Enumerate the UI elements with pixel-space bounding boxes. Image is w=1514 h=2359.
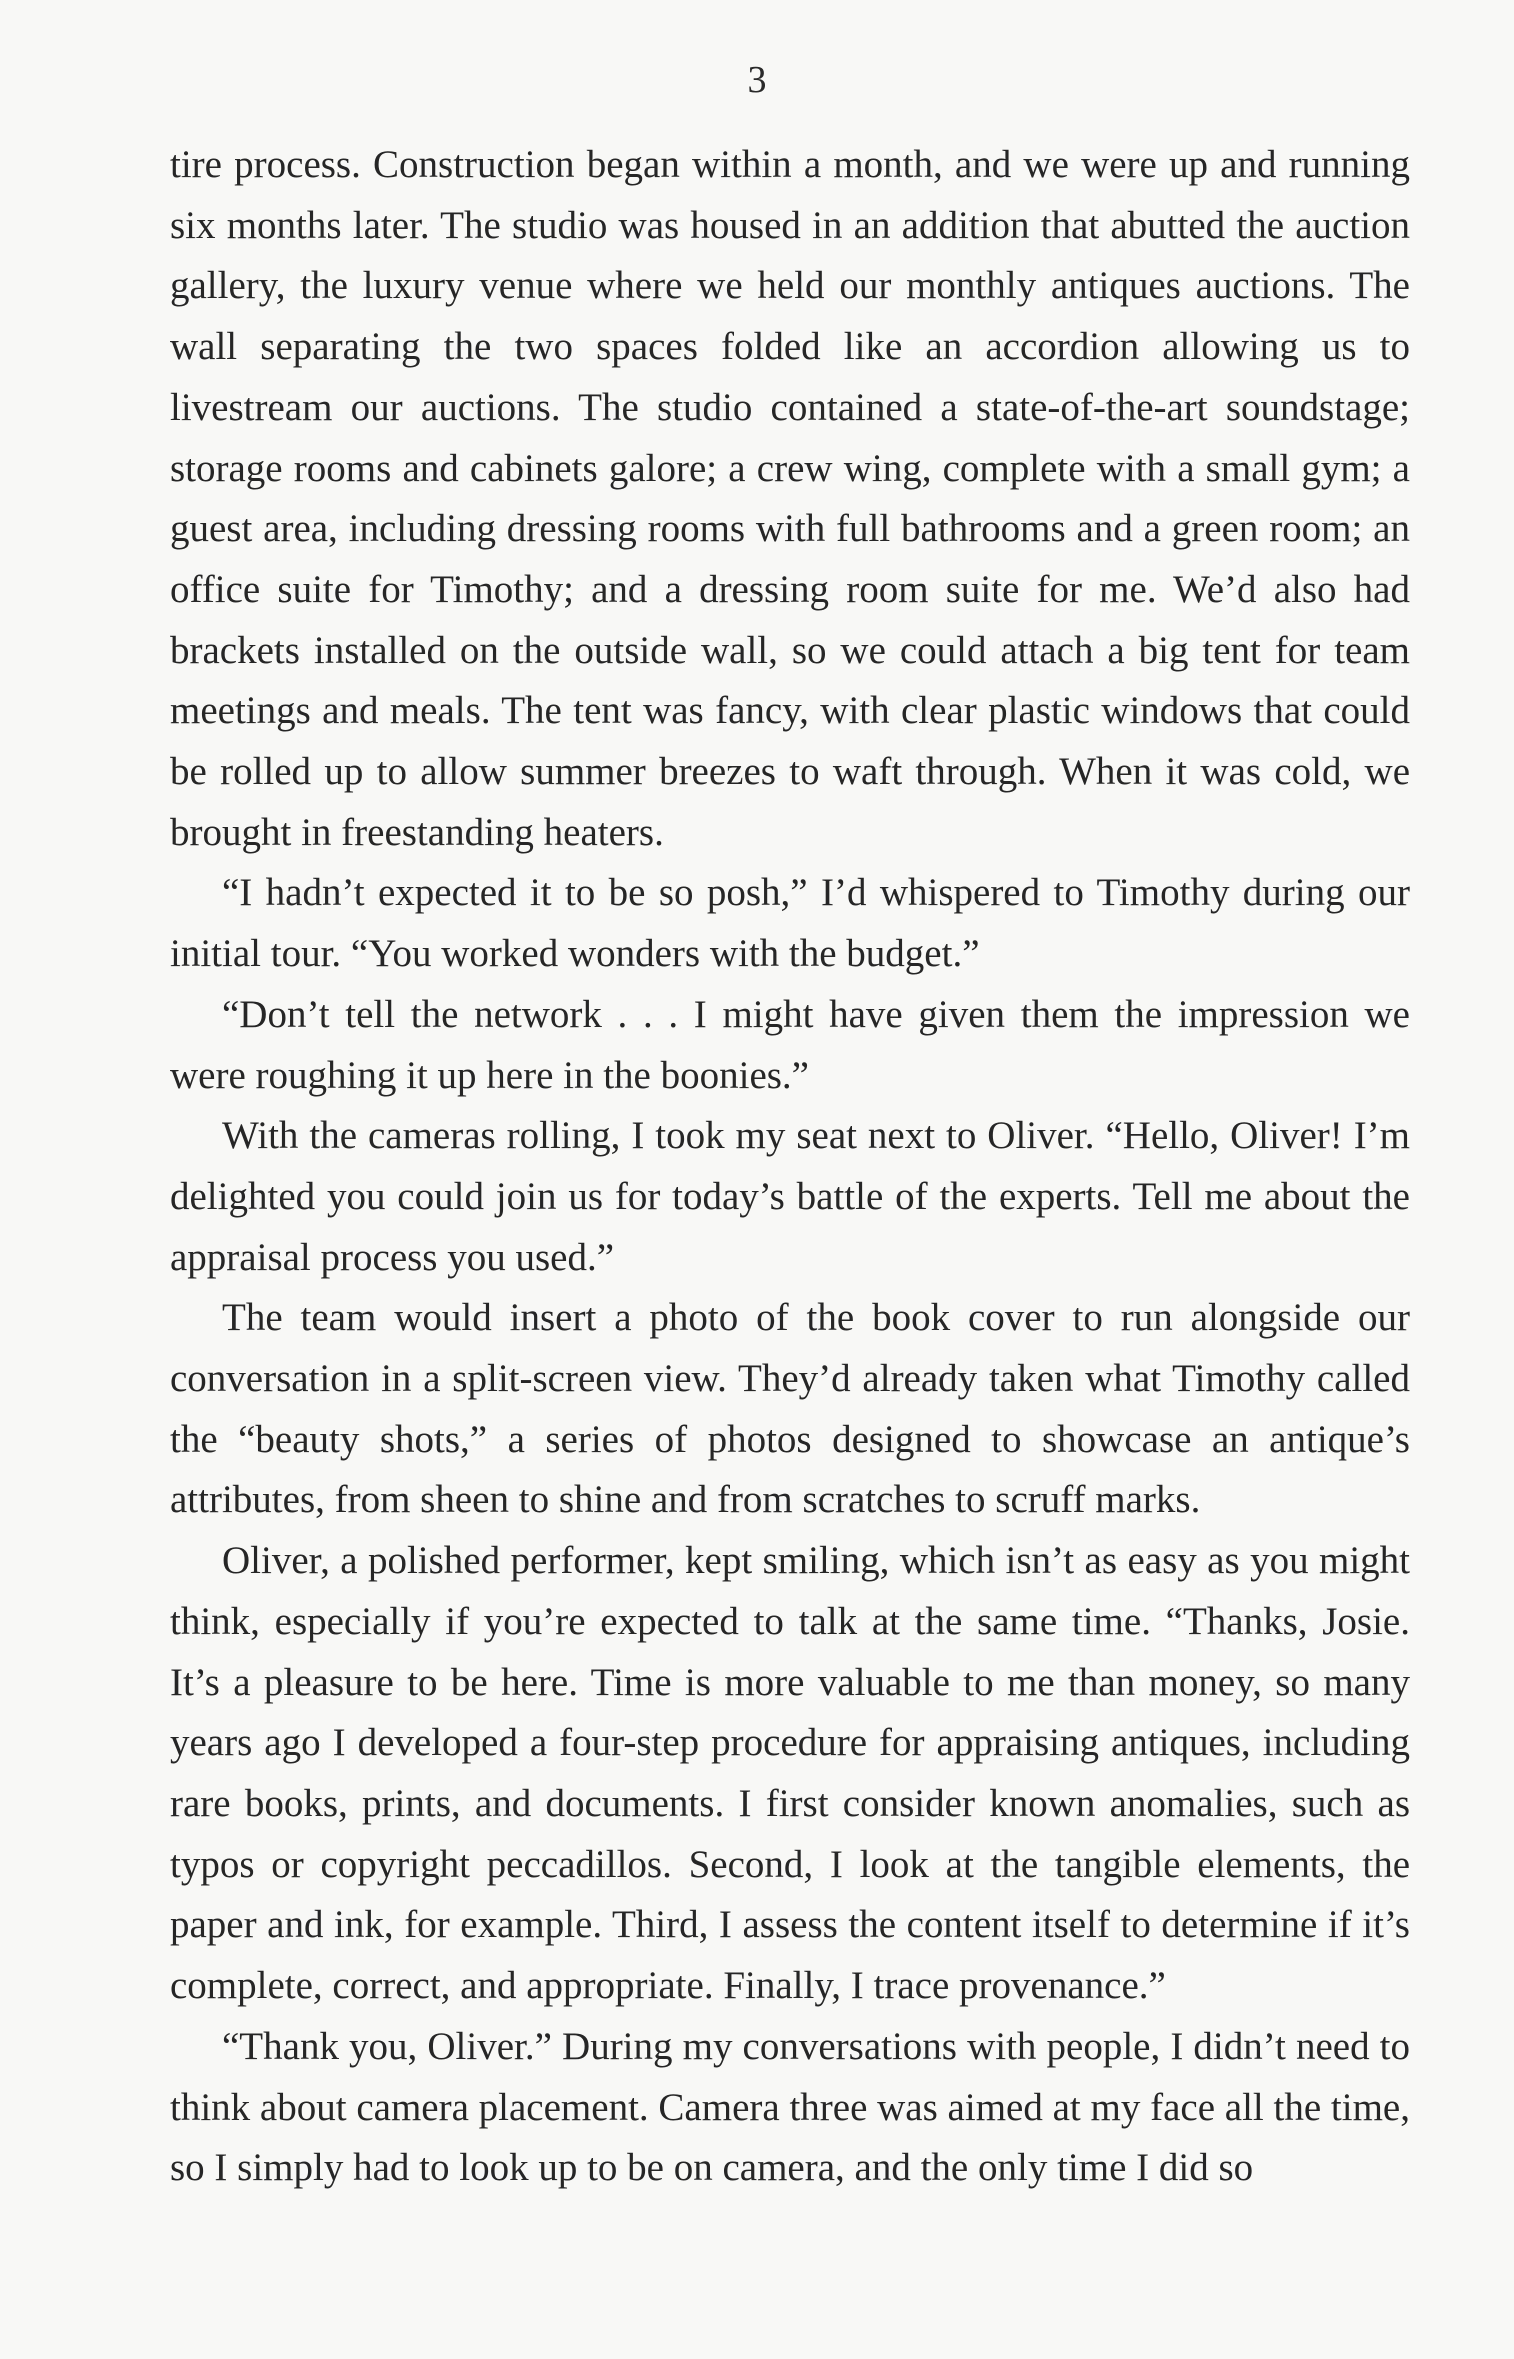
paragraph: Oliver, a polished performer, kept smiling, which isn’t as easy as you might think, especially if you’re expected to talk at the same time. “Thanks, Josie. It’s a pleasure to be here. Time is more valuable to me than money, so many years ago I developed a four-step procedure for appraising antiques, including rare books, prints, and documents. I first consider known anomalies, such as typos or copyright peccadillos. Second, I look at the tangible elements, the paper and ink, for example. Third, I assess the content itself to determine if it’s complete, correct, and appropriate. Finally, I trace provenance.” (170, 1539, 1410, 2008)
paragraph: tire process. Construction began within a month, and we were up and running six months later. The studio was housed in an addition that abutted the auction gallery, the luxury venue where we held our monthly antiques auctions. The wall separating the two spaces folded like an accordion allowing us to livestream our auctions. The studio contained a state-of-the-art soundstage; storage rooms and cabinets galore; a crew wing, complete with a small gym; a guest area, including dressing rooms with full bathrooms and a green room; an office suite for Timothy; and a dressing room suite for me. We’d also had brackets installed on the outside wall, so we could attach a big tent for team meetings and meals. The tent was fancy, with clear plastic windows that could be rolled up to allow summer breezes to waft through. When it was cold, we brought in freestanding heaters. (170, 143, 1410, 854)
body-text (170, 135, 1410, 2199)
paragraph: With the cameras rolling, I took my seat next to Oliver. “Hello, Oliver! I’m delighted you could join us for today’s battle of the experts. Tell me about the appraisal process you used.” (170, 1114, 1410, 1279)
page-number: 3 (747, 59, 767, 101)
paragraph: “I hadn’t expected it to be so posh,” I’d whispered to Timothy during our initial tour. “You worked wonders with the budget.” (170, 871, 1410, 976)
paragraph: The team would insert a photo of the book cover to run alongside our conversation in a split-screen view. They’d already taken what Timothy called the “beauty shots,” a series of photos designed to showcase an antique’s attributes, from sheen to shine and from scratches to scruff marks. (170, 1296, 1410, 1522)
paragraph: “Thank you, Oliver.” During my conversations with people, I didn’t need to think about camera placement. Camera three was aimed at my face all the time, so I simply had to look up to be on camera, and the only time I did so (170, 2024, 1410, 2190)
paragraph: “Don’t tell the network . . . I might have given them the impression we were roughing it up here in the boonies.” (170, 992, 1410, 1097)
